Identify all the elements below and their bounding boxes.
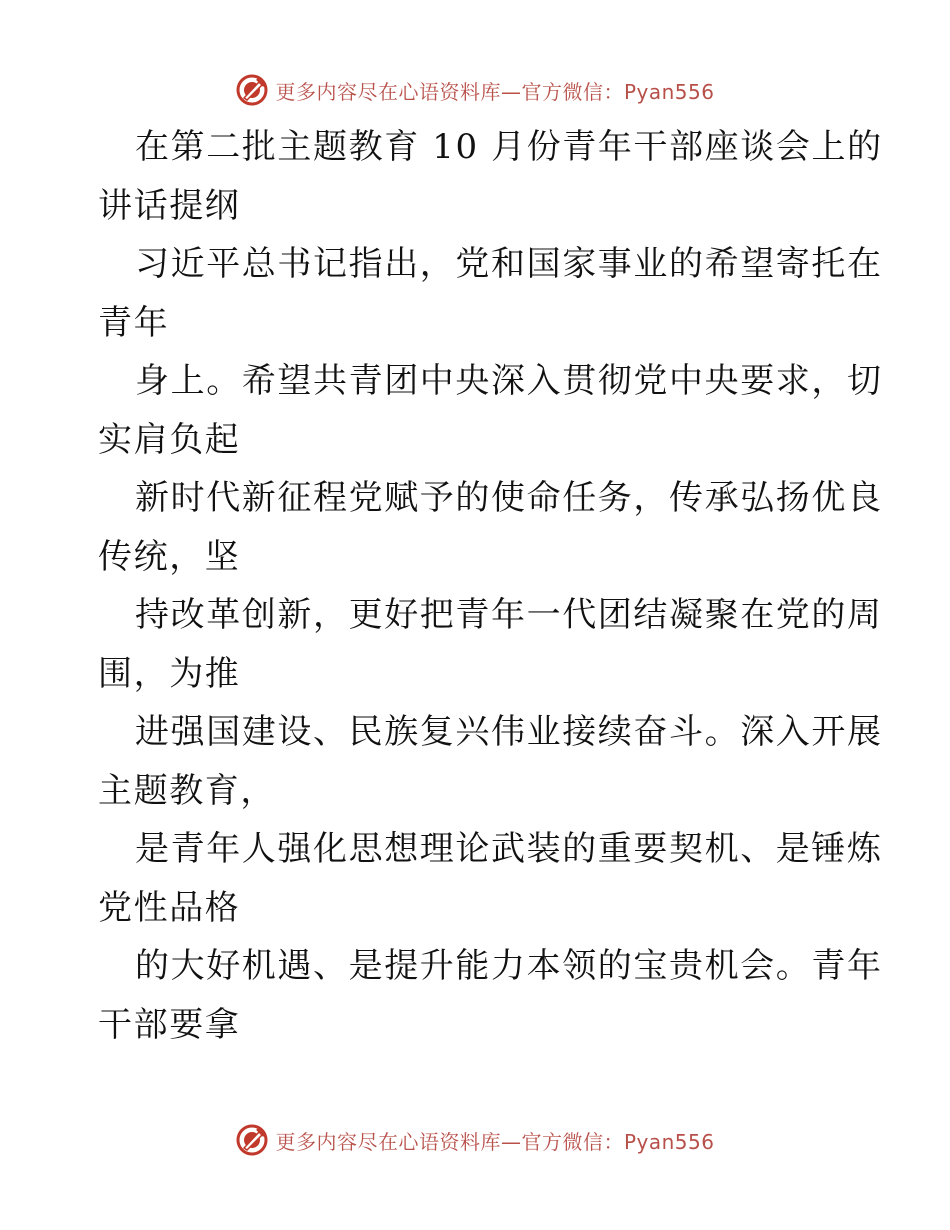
document-title-line-1: 在第二批主题教育 10 月份青年干部座谈会上的 [135,127,883,167]
footer-watermark-text: 更多内容尽在心语资料库—官方微信：Pyan556 [275,1129,715,1154]
paragraph-line: 习近平总书记指出，党和国家事业的希望寄托在 [135,244,883,284]
header-watermark-banner [0,70,950,110]
pen-nib-logo-icon [235,73,269,107]
document-title-line-2: 讲话提纲 [98,185,241,226]
paragraph-line: 围，为推 [98,653,241,694]
paragraph-line: 是青年人强化思想理论武装的重要契机、是锤炼 [135,829,883,869]
paragraph-line: 的大好机遇、是提升能力本领的宝贵机会。青年 [135,946,883,986]
paragraph-line: 新时代新征程党赋予的使命任务，传承弘扬优良 [135,478,883,518]
paragraph-line: 主题教育， [98,770,276,811]
paragraph-line: 身上。希望共青团中央深入贯彻党中央要求，切 [135,361,883,401]
paragraph-line: 持改革创新，更好把青年一代团结凝聚在党的周 [135,595,883,635]
paragraph-line: 青年 [98,302,170,343]
pen-nib-logo-icon [235,1123,269,1157]
header-watermark-text: 更多内容尽在心语资料库—官方微信：Pyan556 [275,79,715,104]
document-body [98,118,883,1054]
paragraph-line: 进强国建设、民族复兴伟业接续奋斗。深入开展 [135,712,883,752]
footer-watermark-banner [0,1120,950,1160]
paragraph-line: 传统，坚 [98,536,241,577]
paragraph-line: 实肩负起 [98,419,241,460]
paragraph-line: 党性品格 [98,887,241,928]
paragraph-line: 干部要拿 [98,1004,241,1045]
